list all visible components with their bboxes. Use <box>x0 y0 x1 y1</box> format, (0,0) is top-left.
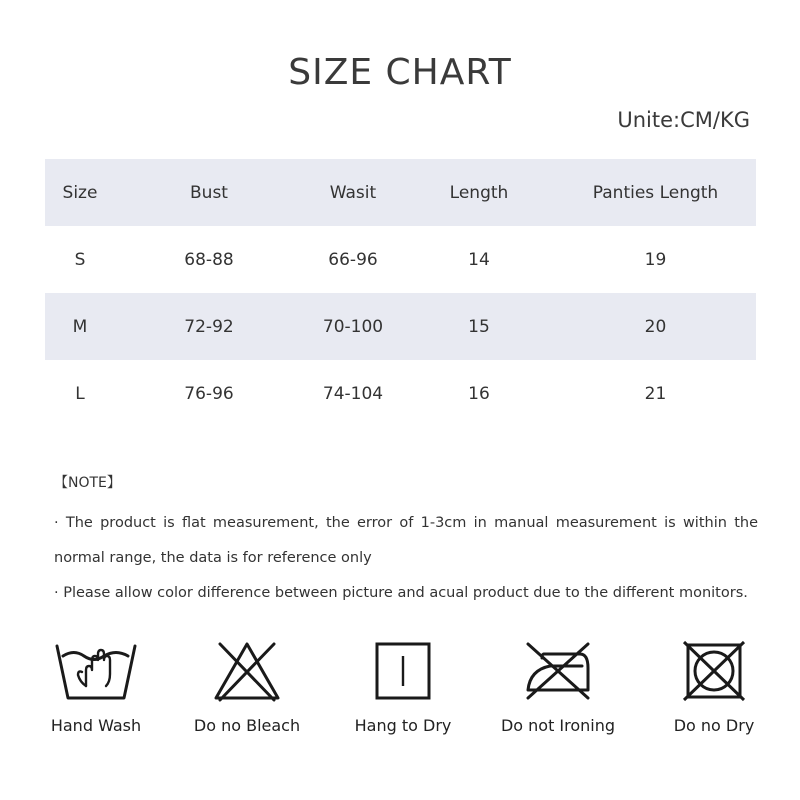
care-instructions <box>0 640 800 750</box>
header-waist: Wasit <box>329 182 377 203</box>
care-label: Do not Ironing <box>500 716 616 735</box>
cell-panties-length: 20 <box>644 316 667 337</box>
care-label: Hang to Dry <box>354 716 452 735</box>
cell-size: S <box>74 249 86 270</box>
cell-length: 15 <box>468 316 490 337</box>
cell-size: L <box>75 383 85 404</box>
table-header-row <box>45 159 756 226</box>
note-title: 【NOTE】 <box>54 475 121 491</box>
table-row <box>45 360 756 427</box>
cell-length: 14 <box>468 249 490 270</box>
table-row <box>45 293 756 360</box>
notes-section <box>54 472 774 611</box>
cell-panties-length: 19 <box>644 249 667 270</box>
header-length: Length <box>449 182 509 203</box>
cell-waist: 66-96 <box>328 249 378 270</box>
cell-size: M <box>72 316 88 337</box>
no-bleach-icon <box>212 640 282 702</box>
cell-bust: 72-92 <box>184 316 234 337</box>
care-label: Do no Dry <box>673 716 755 735</box>
care-label: Do no Bleach <box>193 716 301 735</box>
care-item <box>634 640 794 735</box>
hand-wash-icon <box>54 640 138 702</box>
cell-length: 16 <box>468 383 490 404</box>
hang-dry-icon <box>373 640 433 702</box>
note-line: normal range, the data is for reference only <box>54 550 372 566</box>
care-item <box>167 640 327 735</box>
table-row <box>45 226 756 293</box>
cell-bust: 76-96 <box>184 383 234 404</box>
cell-bust: 68-88 <box>184 249 234 270</box>
note-line: · Please allow color difference between picture and acual product due to the different monitors. <box>54 585 748 601</box>
unit-label: Unite:CM/KG <box>617 108 750 132</box>
page-title: SIZE CHART <box>288 52 512 93</box>
size-table <box>45 159 756 427</box>
note-line: · The product is flat measurement, the error of 1-3cm in manual measurement is within the <box>54 515 758 531</box>
header-bust: Bust <box>190 182 228 203</box>
cell-panties-length: 21 <box>644 383 667 404</box>
care-item <box>478 640 638 735</box>
cell-waist: 70-100 <box>322 316 384 337</box>
care-item <box>16 640 176 735</box>
care-label: Hand Wash <box>50 716 142 735</box>
no-dry-icon <box>682 640 746 702</box>
care-item <box>323 640 483 735</box>
header-size: Size <box>62 182 98 203</box>
cell-waist: 74-104 <box>322 383 384 404</box>
no-iron-icon <box>522 640 594 702</box>
header-panties-length: Panties Length <box>592 182 719 203</box>
